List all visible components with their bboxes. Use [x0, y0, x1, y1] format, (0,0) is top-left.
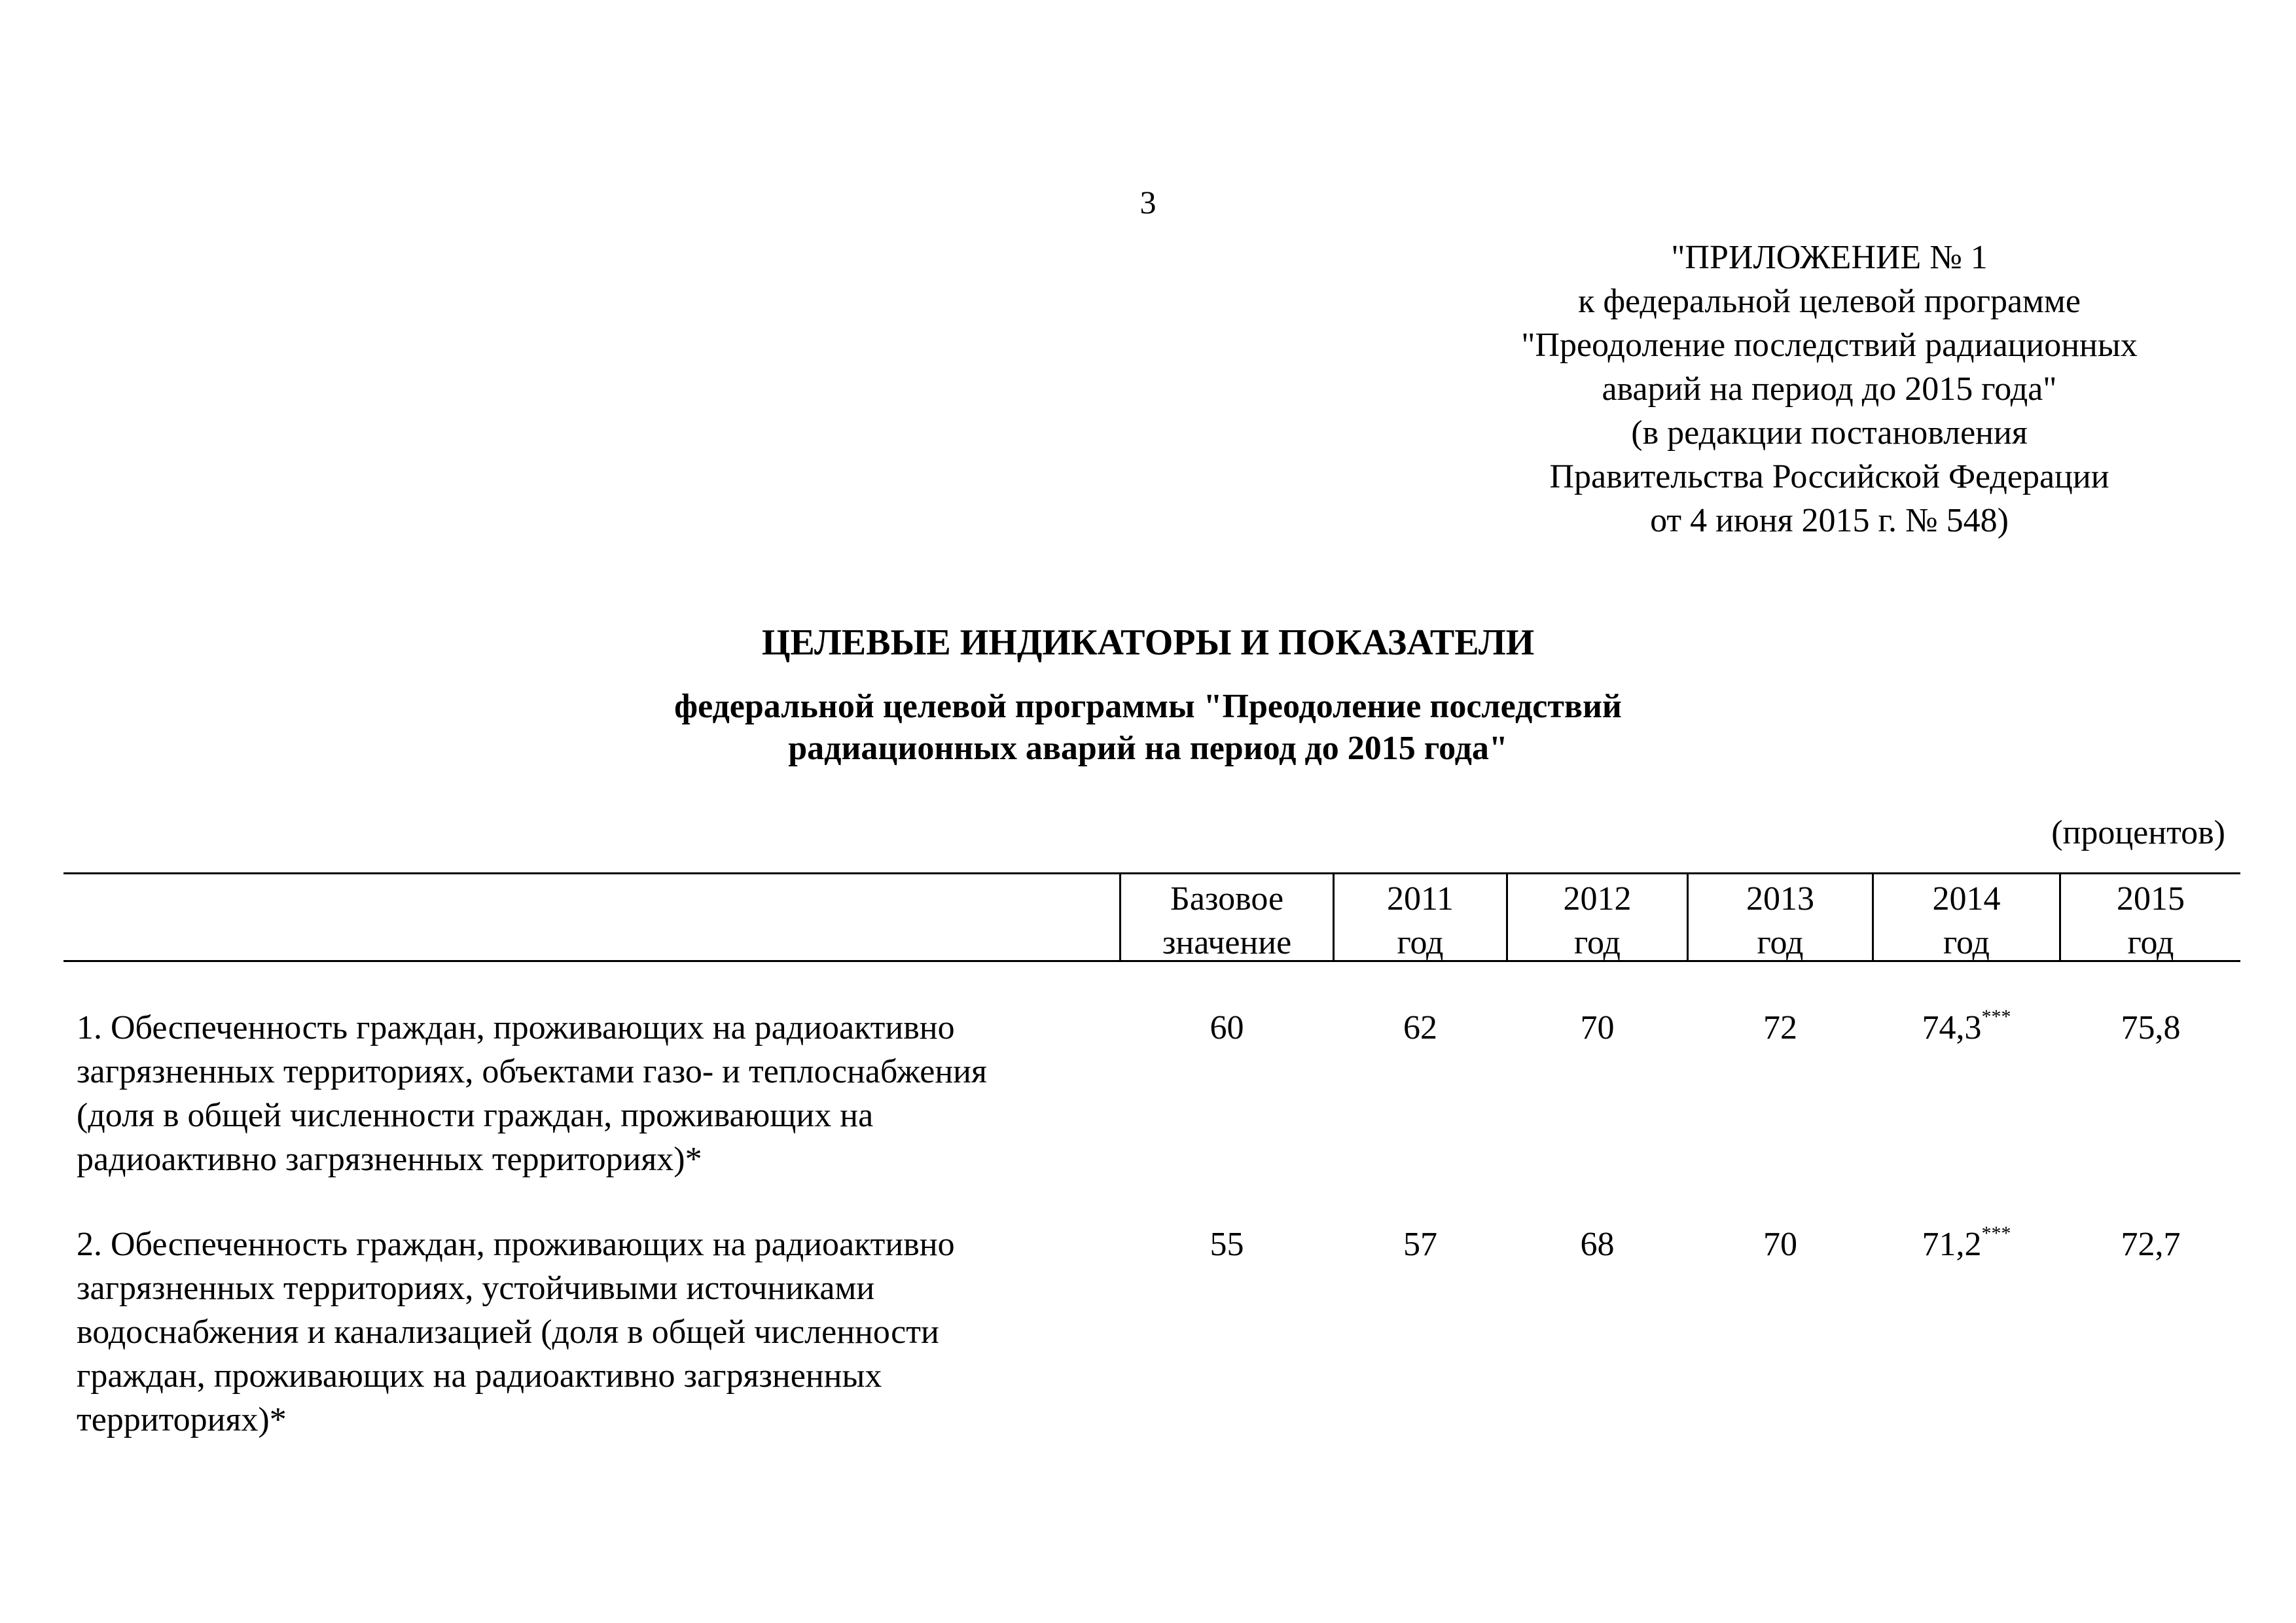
appendix-line: "Преодоление последствий радиационных — [1521, 327, 2138, 364]
appendix-line: "ПРИЛОЖЕНИЕ № 1 — [1671, 239, 1988, 276]
row-text-line: 2. Обеспеченность граждан, проживающих на радиоактивно — [77, 1226, 955, 1263]
column-header-line: год — [2127, 924, 2174, 961]
row-text-line: 1. Обеспеченность граждан, проживающих на радиоактивно — [77, 1009, 955, 1046]
column-header-line: 2011 — [1386, 880, 1454, 918]
subtitle-line: радиационных аварий на период до 2015 года" — [788, 730, 1508, 767]
indicator-row-1-text — [77, 1006, 1124, 1181]
row-2-2014-cell — [1874, 1222, 2059, 1266]
indicator-row-2-text — [77, 1222, 1124, 1442]
row-2-2014-value: 71,2 — [1922, 1226, 1982, 1263]
appendix-line: к федеральной целевой программе — [1578, 283, 2081, 320]
row-1-2011-value: 62 — [1403, 1009, 1437, 1046]
footnote-marker: *** — [1981, 1222, 2011, 1244]
subtitle-line: федеральной целевой программы "Преодоление последствий — [674, 688, 1622, 725]
row-1-2015-value: 75,8 — [2121, 1009, 2181, 1046]
appendix-line: Правительства Российской Федерации — [1549, 458, 2109, 495]
row-2-base-value: 55 — [1210, 1226, 1244, 1263]
column-header-2012 — [1508, 877, 1687, 965]
column-header-line: год — [1574, 924, 1621, 961]
row-1-2014-value: 74,3 — [1922, 1009, 1982, 1046]
column-header-line: год — [1943, 924, 1990, 961]
row-2-2012-value: 68 — [1580, 1226, 1615, 1263]
row-text-line: загрязненных территориях, объектами газо- и теплоснабжения — [77, 1053, 987, 1090]
column-header-2011 — [1335, 877, 1506, 965]
row-2-2011-value: 57 — [1403, 1226, 1437, 1263]
column-header-line: Базовое — [1170, 880, 1284, 918]
row-text-line: граждан, проживающих на радиоактивно загрязненных — [77, 1357, 882, 1395]
row-1-2014-cell — [1874, 1006, 2059, 1050]
column-header-base — [1121, 877, 1333, 965]
row-1-base-value: 60 — [1210, 1009, 1244, 1046]
row-text-line: радиоактивно загрязненных территориях)* — [77, 1141, 702, 1178]
column-header-2014 — [1874, 877, 2059, 965]
column-header-2013 — [1689, 877, 1872, 965]
page-number: 3 — [1139, 184, 1157, 221]
row-1-2012-value: 70 — [1580, 1009, 1615, 1046]
column-header-line: 2013 — [1746, 880, 1814, 918]
column-header-line: 2015 — [2117, 880, 2185, 918]
row-text-line: водоснабжения и канализацией (доля в общей численности — [77, 1313, 939, 1351]
column-header-line: 2012 — [1563, 880, 1632, 918]
appendix-header — [1492, 236, 2166, 543]
appendix-line: аварий на период до 2015 года" — [1602, 370, 2057, 408]
column-header-line: 2014 — [1932, 880, 2001, 918]
appendix-line: (в редакции постановления — [1631, 414, 2028, 452]
document-subtitle — [0, 686, 2296, 770]
row-2-2013-value: 70 — [1763, 1226, 1797, 1263]
footnote-marker: *** — [1981, 1006, 2011, 1027]
table-top-rule — [63, 872, 2240, 874]
row-text-line: загрязненных территориях, устойчивыми источниками — [77, 1270, 875, 1307]
row-text-line: территориях)* — [77, 1401, 287, 1438]
column-header-line: год — [1757, 924, 1804, 961]
row-1-2013-value: 72 — [1763, 1009, 1797, 1046]
document-title: ЦЕЛЕВЫЕ ИНДИКАТОРЫ И ПОКАЗАТЕЛИ — [761, 622, 1535, 663]
column-header-line: год — [1397, 924, 1444, 961]
column-header-2015 — [2061, 877, 2240, 965]
row-2-2015-value: 72,7 — [2121, 1226, 2181, 1263]
units-note: (процентов) — [2051, 814, 2225, 851]
column-header-line: значение — [1162, 924, 1292, 961]
appendix-line: от 4 июня 2015 г. № 548) — [1650, 502, 2009, 539]
row-text-line: (доля в общей численности граждан, проживающих на — [77, 1097, 874, 1134]
